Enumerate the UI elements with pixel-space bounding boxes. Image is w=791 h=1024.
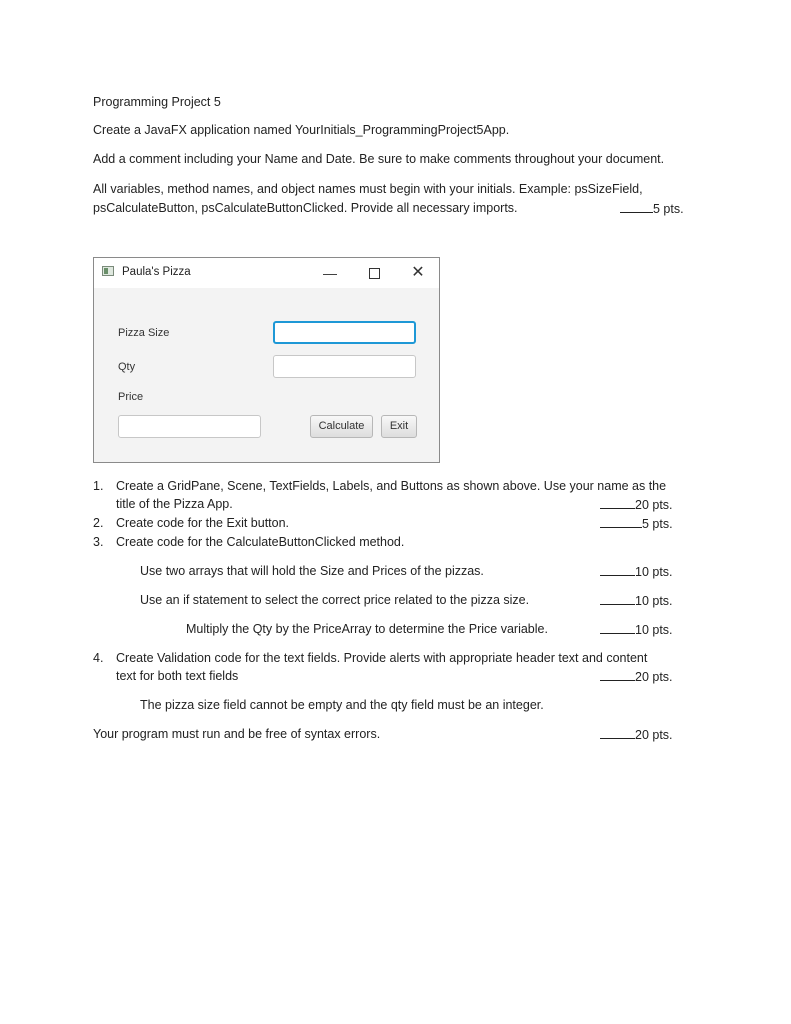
- points-paragraph-3: 5 pts.: [620, 201, 684, 217]
- points-item-1: 20 pts.: [600, 497, 673, 513]
- final-requirement: Your program must run and be free of syntax errors.: [93, 727, 381, 741]
- minimize-icon[interactable]: —: [323, 265, 337, 281]
- window-title: Paula's Pizza: [122, 266, 191, 278]
- item-4-number: 4.: [93, 651, 104, 665]
- app-icon: [102, 266, 114, 276]
- item-3a-text: Use two arrays that will hold the Size and Prices of the pizzas.: [140, 564, 484, 578]
- instruction-paragraph-1: Create a JavaFX application named YourInitials_ProgrammingProject5App.: [93, 123, 510, 137]
- points-final: 20 pts.: [600, 727, 673, 743]
- item-1-line-1: Create a GridPane, Scene, TextFields, Labels, and Buttons as shown above. Use your name as the: [116, 479, 667, 493]
- instruction-paragraph-3-line-2: psCalculateButton, psCalculateButtonClicked. Provide all necessary imports.: [93, 201, 518, 215]
- item-3-text: Create code for the CalculateButtonClicked method.: [116, 535, 405, 549]
- item-4a-text: The pizza size field cannot be empty and the qty field must be an integer.: [140, 698, 544, 712]
- price-label: Price: [118, 391, 144, 403]
- qty-field[interactable]: [273, 355, 416, 378]
- item-4-line-1: Create Validation code for the text fields. Provide alerts with appropriate header text and content: [116, 651, 648, 665]
- item-3b-text: Use an if statement to select the correct price related to the pizza size.: [140, 593, 530, 607]
- item-1-line-2: title of the Pizza App.: [116, 497, 233, 511]
- item-3c-text: Multiply the Qty by the PriceArray to determine the Price variable.: [186, 622, 548, 636]
- qty-label: Qty: [118, 361, 136, 373]
- item-2-text: Create code for the Exit button.: [116, 516, 290, 530]
- points-item-3c: 10 pts.: [600, 622, 673, 638]
- item-2-number: 2.: [93, 516, 104, 530]
- points-item-3b: 10 pts.: [600, 593, 673, 609]
- price-field[interactable]: [118, 415, 261, 438]
- pizza-size-label: Pizza Size: [118, 327, 170, 339]
- doc-title: Programming Project 5: [93, 95, 221, 109]
- maximize-icon[interactable]: [364, 263, 384, 283]
- item-1-number: 1.: [93, 479, 104, 493]
- pizza-size-field[interactable]: [273, 321, 416, 344]
- item-3-number: 3.: [93, 535, 104, 549]
- calculate-button[interactable]: Calculate: [310, 415, 373, 438]
- points-item-4: 20 pts.: [600, 669, 673, 685]
- window-titlebar: [94, 258, 439, 288]
- instruction-paragraph-3-line-1: All variables, method names, and object names must begin with your initials. Example: psSizeField,: [93, 182, 643, 196]
- instruction-paragraph-2: Add a comment including your Name and Date. Be sure to make comments throughout your document.: [93, 152, 665, 166]
- points-item-3a: 10 pts.: [600, 564, 673, 580]
- exit-button[interactable]: Exit: [381, 415, 417, 438]
- close-icon[interactable]: ✕: [411, 264, 425, 281]
- pizza-app-window: [93, 257, 440, 463]
- points-item-2: 5 pts.: [600, 516, 673, 532]
- item-4-line-2: text for both text fields: [116, 669, 239, 683]
